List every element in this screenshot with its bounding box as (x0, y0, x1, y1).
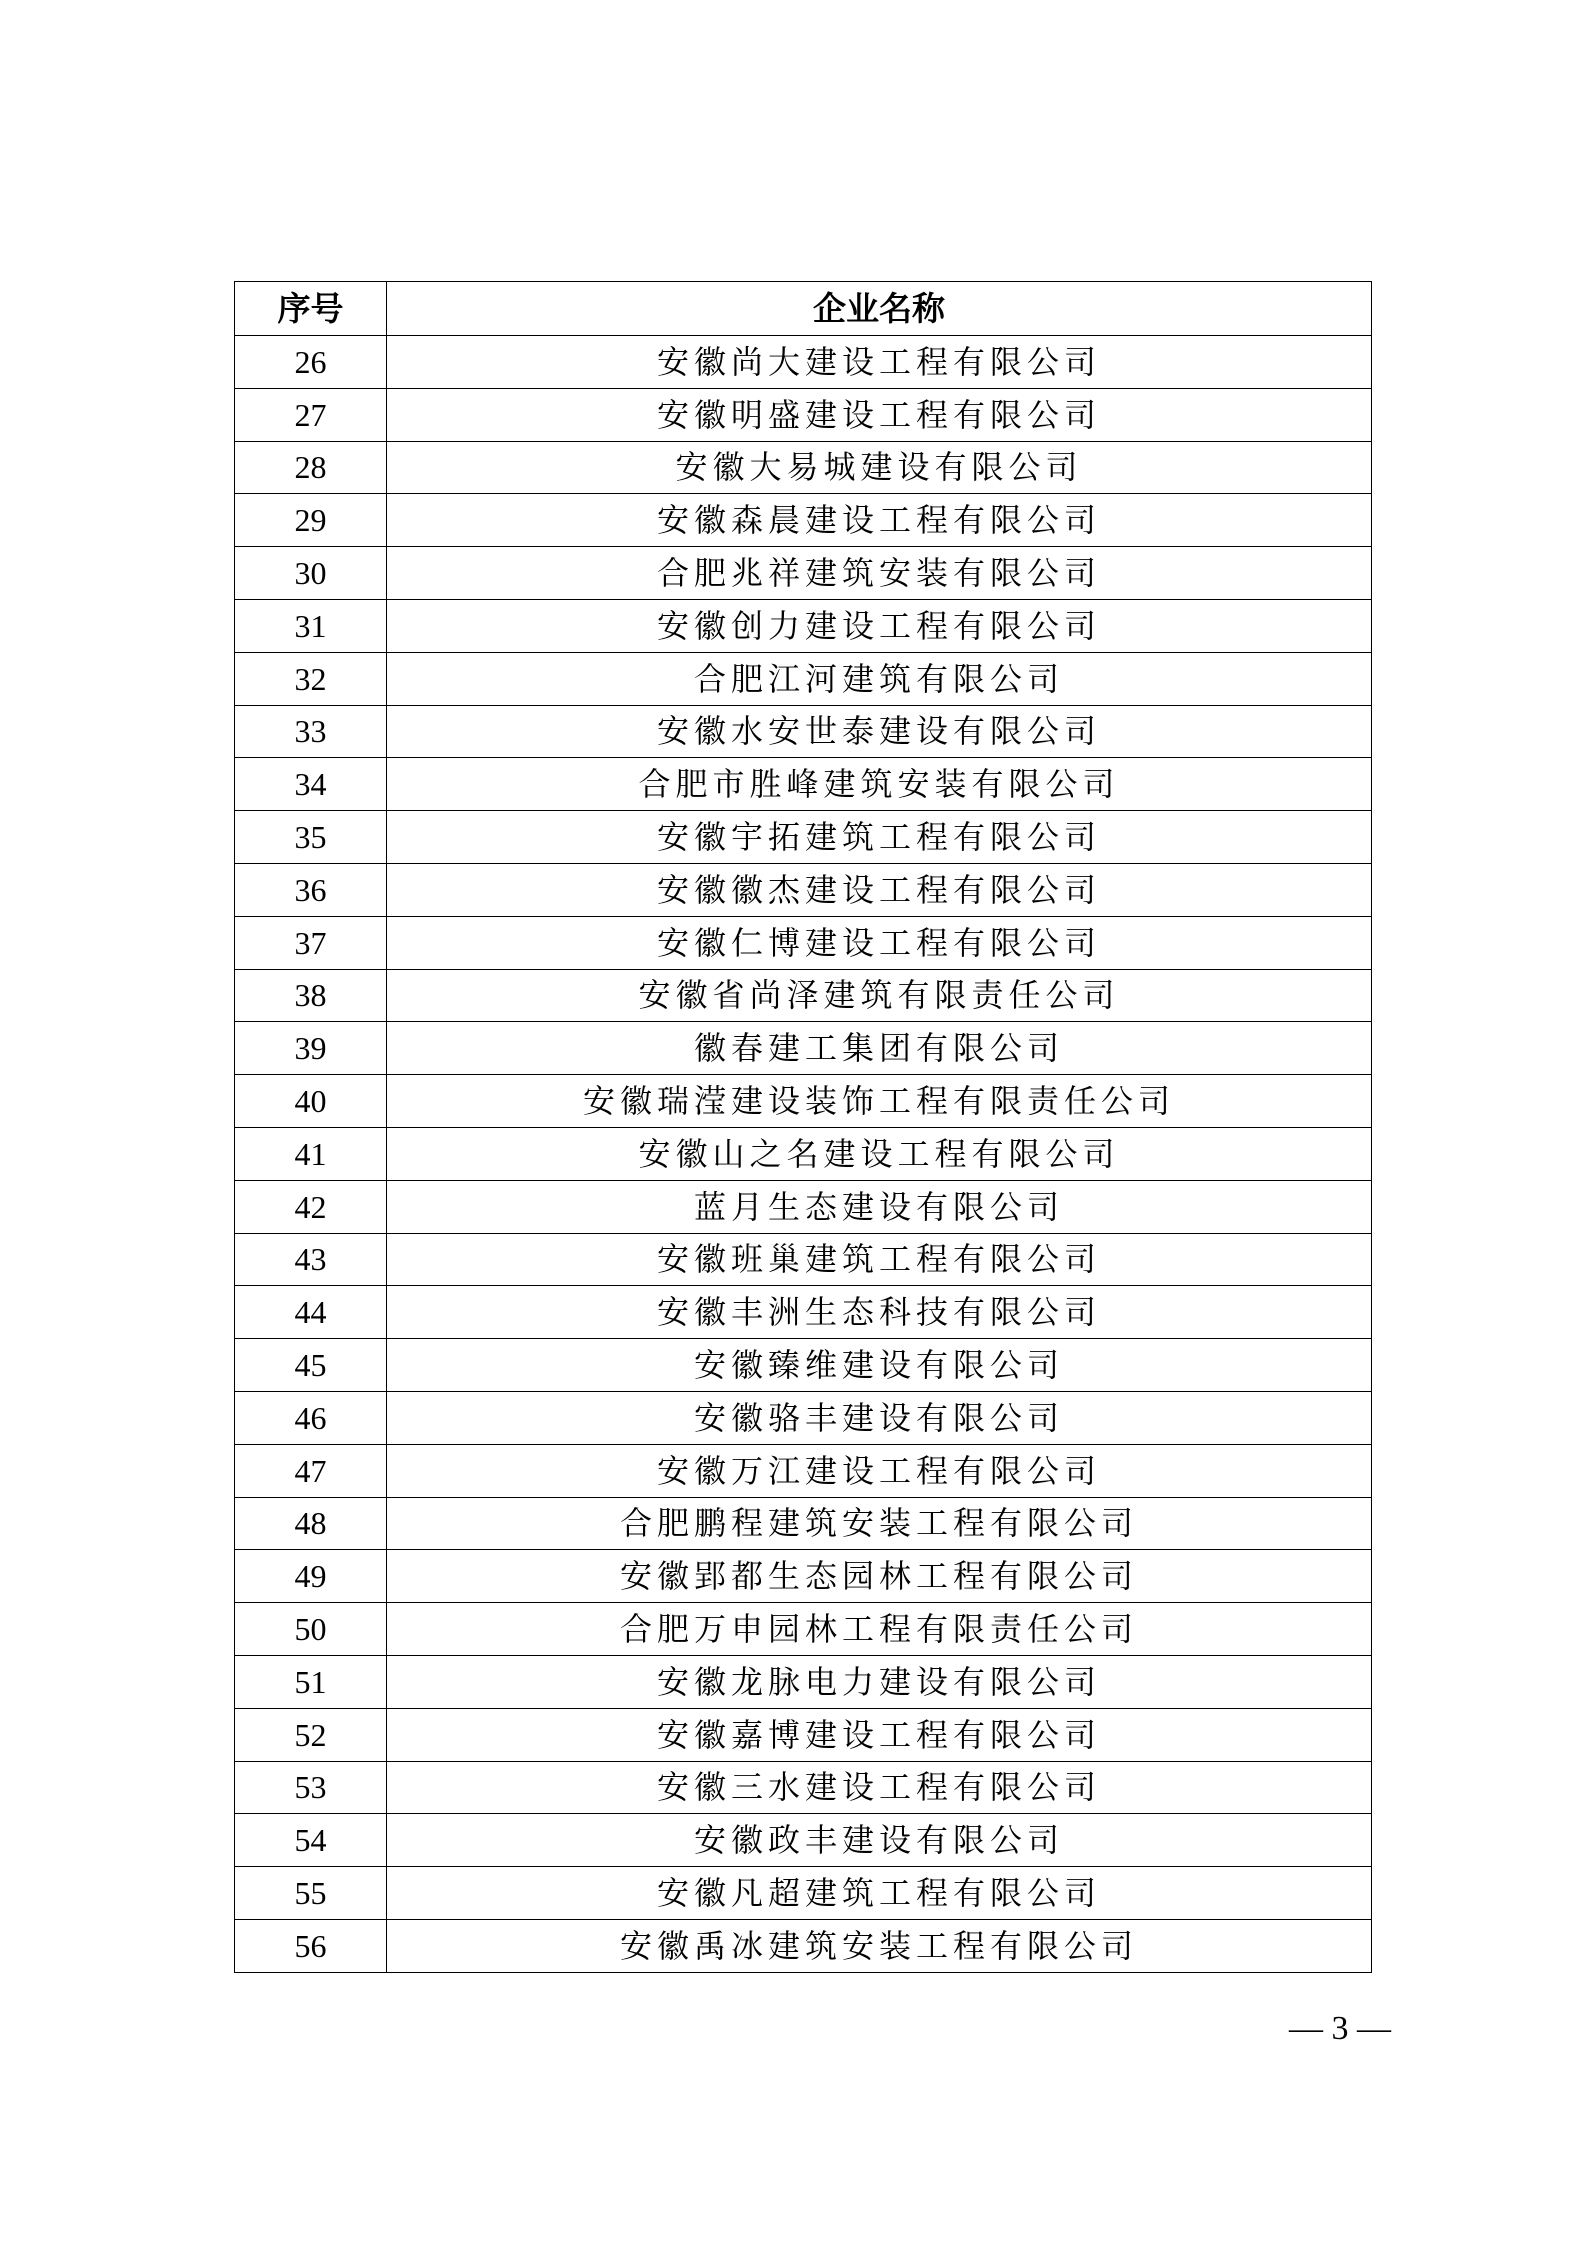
table-row (235, 916, 1372, 969)
serial-number-cell: 26 (235, 336, 387, 389)
serial-number-cell: 49 (235, 1550, 387, 1603)
company-name-cell: 安徽宇拓建筑工程有限公司 (387, 811, 1372, 864)
serial-number-cell: 30 (235, 547, 387, 600)
table-row (235, 1655, 1372, 1708)
company-list-table (234, 281, 1372, 1973)
serial-number-cell: 55 (235, 1867, 387, 1920)
table-row (235, 1814, 1372, 1867)
company-name-cell: 安徽尚大建设工程有限公司 (387, 336, 1372, 389)
table-row (235, 1233, 1372, 1286)
company-name-cell: 徽春建工集团有限公司 (387, 1022, 1372, 1075)
table-row (235, 1180, 1372, 1233)
table-row (235, 547, 1372, 600)
company-name-cell: 安徽省尚泽建筑有限责任公司 (387, 969, 1372, 1022)
table-row (235, 705, 1372, 758)
serial-number-cell: 40 (235, 1075, 387, 1128)
table-row (235, 1867, 1372, 1920)
serial-number-cell: 28 (235, 441, 387, 494)
serial-number-cell: 52 (235, 1708, 387, 1761)
company-name-cell: 安徽仁博建设工程有限公司 (387, 916, 1372, 969)
table-row (235, 1603, 1372, 1656)
serial-number-cell: 46 (235, 1391, 387, 1444)
serial-number-cell: 33 (235, 705, 387, 758)
serial-number-cell: 54 (235, 1814, 387, 1867)
company-name-cell: 安徽明盛建设工程有限公司 (387, 388, 1372, 441)
company-name-cell: 安徽徽杰建设工程有限公司 (387, 863, 1372, 916)
company-name-cell: 安徽臻维建设有限公司 (387, 1339, 1372, 1392)
table-row (235, 494, 1372, 547)
company-name-cell: 安徽禹冰建筑安装工程有限公司 (387, 1919, 1372, 1972)
serial-number-cell: 41 (235, 1127, 387, 1180)
serial-number-cell: 29 (235, 494, 387, 547)
company-name-cell: 安徽万江建设工程有限公司 (387, 1444, 1372, 1497)
company-name-cell: 安徽大易城建设有限公司 (387, 441, 1372, 494)
serial-number-cell: 43 (235, 1233, 387, 1286)
company-name-cell: 安徽瑞滢建设装饰工程有限责任公司 (387, 1075, 1372, 1128)
company-name-cell: 合肥兆祥建筑安装有限公司 (387, 547, 1372, 600)
serial-number-cell: 50 (235, 1603, 387, 1656)
serial-number-cell: 31 (235, 599, 387, 652)
serial-number-cell: 34 (235, 758, 387, 811)
table-row (235, 652, 1372, 705)
company-name-cell: 安徽三水建设工程有限公司 (387, 1761, 1372, 1814)
table-row (235, 441, 1372, 494)
table-header-row (235, 282, 1372, 336)
header-serial-number: 序号 (235, 282, 387, 336)
company-name-cell: 安徽班巢建筑工程有限公司 (387, 1233, 1372, 1286)
serial-number-cell: 56 (235, 1919, 387, 1972)
table-row (235, 1391, 1372, 1444)
table-row (235, 1022, 1372, 1075)
company-name-cell: 合肥江河建筑有限公司 (387, 652, 1372, 705)
company-name-cell: 合肥鹏程建筑安装工程有限公司 (387, 1497, 1372, 1550)
serial-number-cell: 36 (235, 863, 387, 916)
serial-number-cell: 51 (235, 1655, 387, 1708)
company-name-cell: 安徽郢都生态园林工程有限公司 (387, 1550, 1372, 1603)
company-name-cell: 安徽政丰建设有限公司 (387, 1814, 1372, 1867)
table-row (235, 336, 1372, 389)
serial-number-cell: 39 (235, 1022, 387, 1075)
serial-number-cell: 35 (235, 811, 387, 864)
serial-number-cell: 42 (235, 1180, 387, 1233)
table-row (235, 811, 1372, 864)
table-row (235, 863, 1372, 916)
table-row (235, 1286, 1372, 1339)
table-row (235, 599, 1372, 652)
company-name-cell: 安徽丰洲生态科技有限公司 (387, 1286, 1372, 1339)
page-number: — 3 — (1289, 2010, 1391, 2047)
company-name-cell: 安徽森晨建设工程有限公司 (387, 494, 1372, 547)
serial-number-cell: 38 (235, 969, 387, 1022)
table-row (235, 1919, 1372, 1972)
serial-number-cell: 44 (235, 1286, 387, 1339)
company-name-cell: 合肥市胜峰建筑安装有限公司 (387, 758, 1372, 811)
serial-number-cell: 48 (235, 1497, 387, 1550)
table-row (235, 388, 1372, 441)
table-row (235, 1444, 1372, 1497)
table-row (235, 1127, 1372, 1180)
table-row (235, 1339, 1372, 1392)
company-name-cell: 安徽凡超建筑工程有限公司 (387, 1867, 1372, 1920)
company-name-cell: 安徽水安世泰建设有限公司 (387, 705, 1372, 758)
company-name-cell: 安徽嘉博建设工程有限公司 (387, 1708, 1372, 1761)
header-company-name: 企业名称 (387, 282, 1372, 336)
serial-number-cell: 47 (235, 1444, 387, 1497)
table-row (235, 1497, 1372, 1550)
company-name-cell: 合肥万申园林工程有限责任公司 (387, 1603, 1372, 1656)
serial-number-cell: 32 (235, 652, 387, 705)
serial-number-cell: 45 (235, 1339, 387, 1392)
serial-number-cell: 53 (235, 1761, 387, 1814)
company-name-cell: 安徽骆丰建设有限公司 (387, 1391, 1372, 1444)
table-row (235, 1550, 1372, 1603)
table-row (235, 1075, 1372, 1128)
serial-number-cell: 37 (235, 916, 387, 969)
company-name-cell: 安徽创力建设工程有限公司 (387, 599, 1372, 652)
table-row (235, 1708, 1372, 1761)
company-name-cell: 蓝月生态建设有限公司 (387, 1180, 1372, 1233)
company-name-cell: 安徽龙脉电力建设有限公司 (387, 1655, 1372, 1708)
table-row (235, 969, 1372, 1022)
serial-number-cell: 27 (235, 388, 387, 441)
company-name-cell: 安徽山之名建设工程有限公司 (387, 1127, 1372, 1180)
table-row (235, 1761, 1372, 1814)
table-row (235, 758, 1372, 811)
table-body (235, 336, 1372, 1973)
